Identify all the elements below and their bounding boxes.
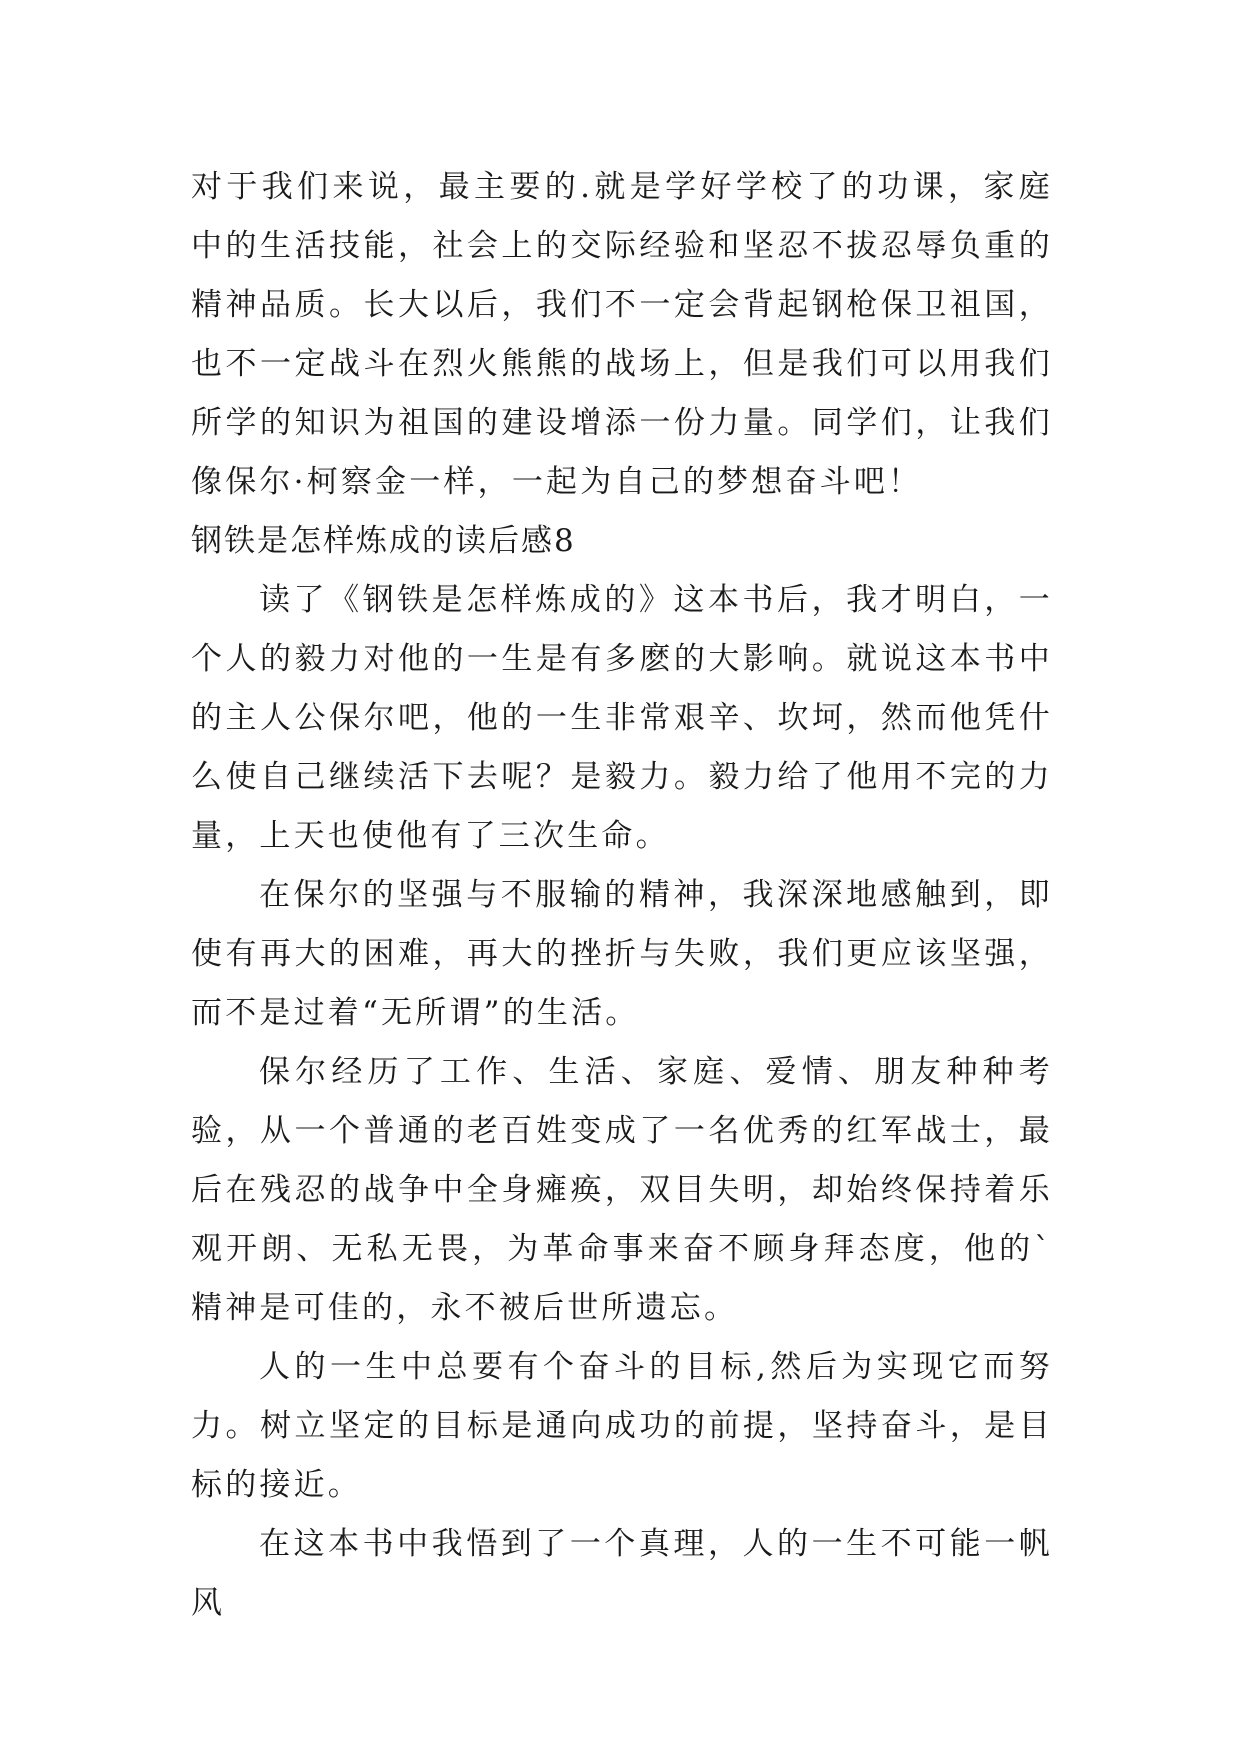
body-paragraph: 在这本书中我悟到了一个真理，人的一生不可能一帆风	[191, 1526, 1053, 1621]
body-paragraph: 对于我们来说，最主要的.就是学好学校了的功课，家庭中的生活技能，社会上的交际经验和坚忍不拔忍辱负重的精神品质。长大以后，我们不一定会背起钢枪保卫祖国，也不一定战斗在烈火熊熊的战场上，但是我们可以用我们所学的知识为祖国的建设增添一份力量。同学们，让我们像保尔·柯察金一样，一起为自己的梦想奋斗吧！	[191, 169, 1053, 500]
body-paragraph: 在保尔的坚强与不服输的精神，我深深地感触到，即使有再大的困难，再大的挫折与失败，我们更应该坚强，而不是过着“无所谓”的生活。	[191, 877, 1053, 1031]
section-heading: 钢铁是怎样炼成的读后感8	[191, 523, 576, 559]
body-paragraph: 人的一生中总要有个奋斗的目标,然后为实现它而努力。树立坚定的目标是通向成功的前提，坚持奋斗，是目标的接近。	[191, 1349, 1053, 1503]
body-paragraph: 保尔经历了工作、生活、家庭、爱情、朋友种种考验，从一个普通的老百姓变成了一名优秀的红军战士，最后在残忍的战争中全身瘫痪，双目失明，却始终保持着乐观开朗、无私无畏，为革命事来奋不顾身拜态度，他的`精神是可佳的，永不被后世所遗忘。	[191, 1054, 1053, 1326]
body-paragraph: 读了《钢铁是怎样炼成的》这本书后，我才明白，一个人的毅力对他的一生是有多麽的大影响。就说这本书中的主人公保尔吧，他的一生非常艰辛、坎坷，然而他凭什么使自己继续活下去呢？是毅力。毅力给了他用不完的力量，上天也使他有了三次生命。	[191, 582, 1053, 854]
document-body	[191, 158, 1053, 1633]
